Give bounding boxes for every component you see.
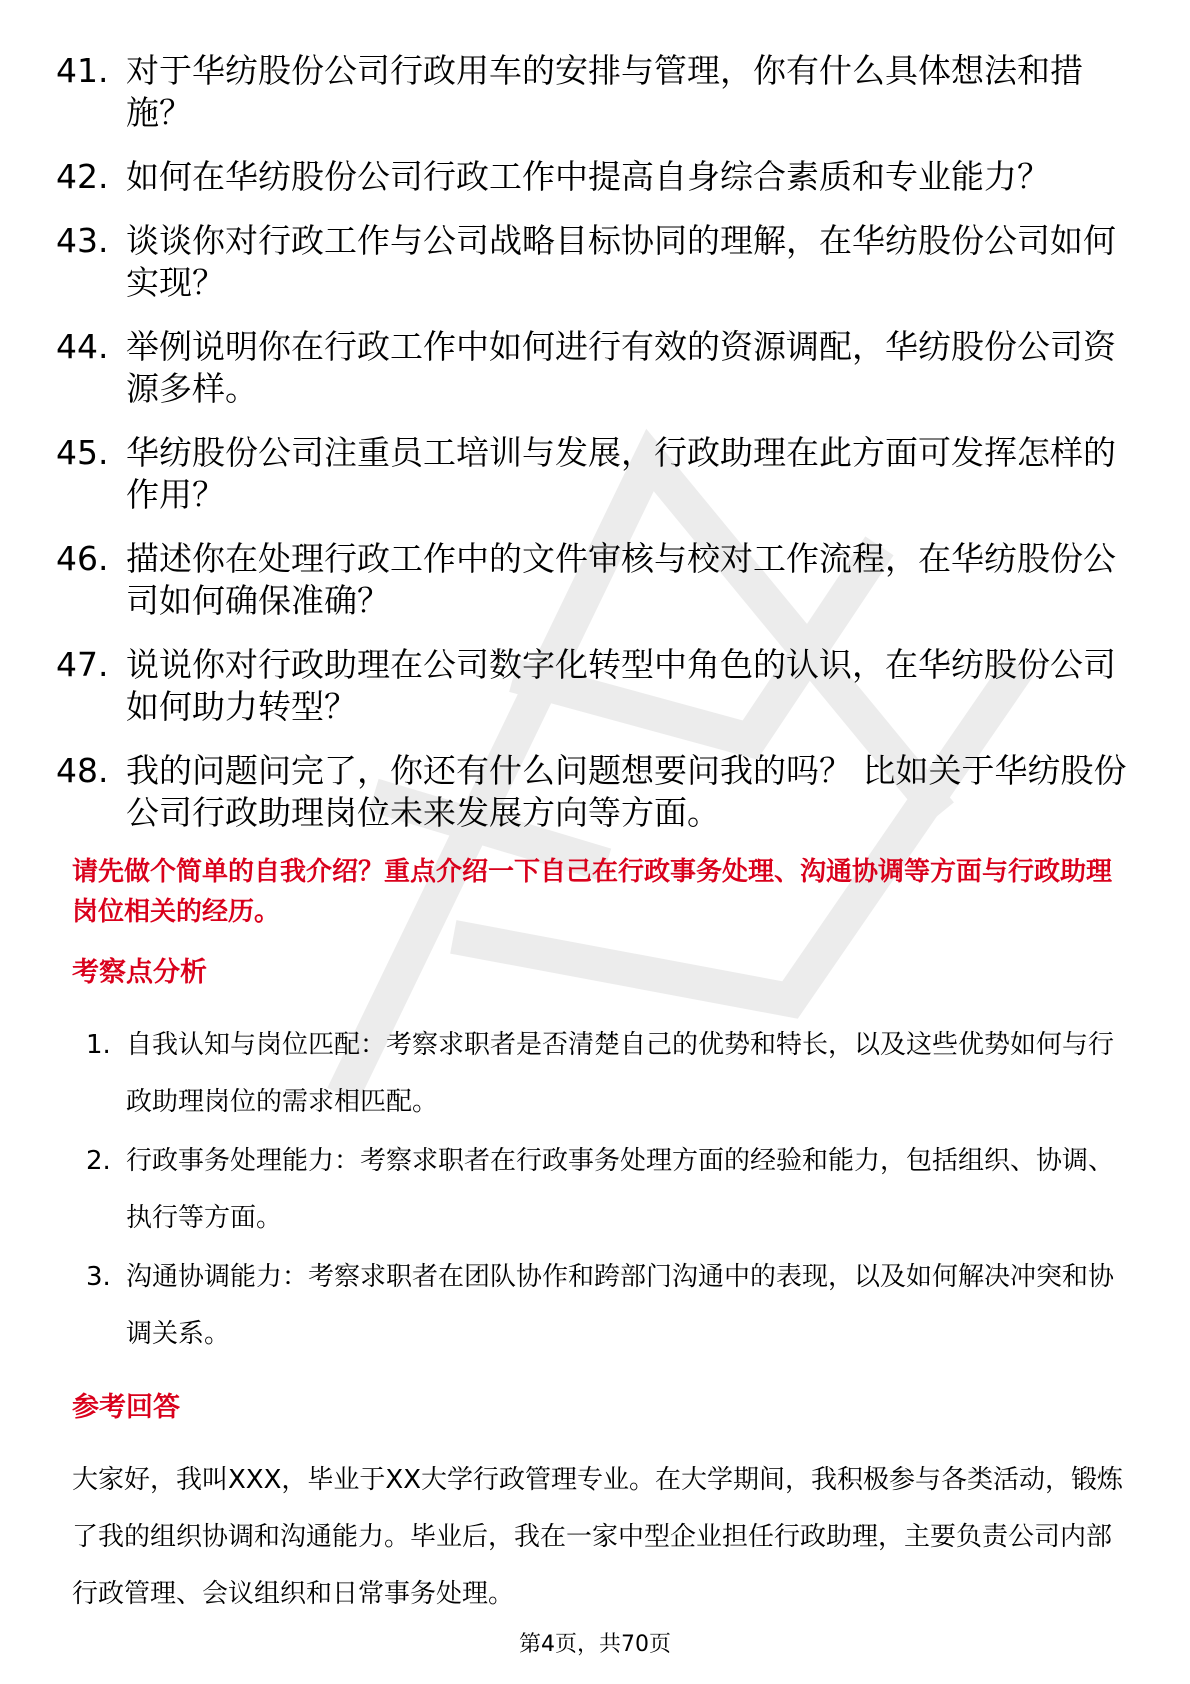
question-item [56,538,1136,622]
question-number: 44. [56,327,109,366]
analysis-number: 2. [86,1146,111,1176]
analysis-item [72,1017,1132,1131]
question-item [56,326,1136,410]
question-number: 41. [56,51,109,90]
page-footer: 第4页，共70页 [519,1632,671,1657]
analysis-number: 1. [86,1030,111,1060]
question-list [56,50,1136,856]
reference-answer: 大家好，我叫XXX，毕业于XX大学行政管理专业。在大学期间，我积极参与各类活动，锻炼了我的组织协调和沟通能力。毕业后，我在一家中型企业担任行政助理，主要负责公司内部行政管理、会议组织和日常事务处理。 [72,1465,1124,1609]
question-text: 对于华纺股份公司行政用车的安排与管理，你有什么具体想法和措施？ [126,51,1083,132]
question-item [56,432,1136,516]
question-text: 描述你在处理行政工作中的文件审核与校对工作流程，在华纺股份公司如何确保准确？ [126,539,1116,620]
analysis-item [72,1133,1132,1247]
question-number: 42. [56,157,109,196]
question-item [56,220,1136,304]
question-number: 48. [56,751,109,790]
question-text: 谈谈你对行政工作与公司战略目标协同的理解，在华纺股份公司如何实现？ [126,221,1116,302]
question-text: 华纺股份公司注重员工培训与发展，行政助理在此方面可发挥怎样的作用？ [126,433,1116,514]
question-number: 43. [56,221,109,260]
analysis-item [72,1249,1132,1363]
question-text: 举例说明你在行政工作中如何进行有效的资源调配，华纺股份公司资源多样。 [126,327,1116,408]
question-number: 45. [56,433,109,472]
question-text: 如何在华纺股份公司行政工作中提高自身综合素质和专业能力？ [126,157,1050,196]
question-number: 46. [56,539,109,578]
analysis-text: 行政事务处理能力：考察求职者在行政事务处理方面的经验和能力，包括组织、协调、执行等方面。 [126,1146,1115,1233]
analysis-list [72,1017,1132,1365]
question-number: 47. [56,645,109,684]
question-item [56,644,1136,728]
question-text: 我的问题问完了，你还有什么问题想要问我的吗？ 比如关于华纺股份公司行政助理岗位未来发展方向等方面。 [126,751,1127,832]
question-text: 说说你对行政助理在公司数字化转型中角色的认识，在华纺股份公司如何助力转型？ [126,645,1116,726]
question-item [56,750,1136,834]
question-item [56,156,1136,198]
highlight-question: 请先做个简单的自我介绍？重点介绍一下自己在行政事务处理、沟通协调等方面与行政助理岗位相关的经历。 [72,857,1113,927]
question-item [56,50,1136,134]
reference-title: 参考回答 [72,1392,180,1423]
analysis-title: 考察点分析 [72,957,207,988]
analysis-number: 3. [86,1262,111,1292]
analysis-text: 沟通协调能力：考察求职者在团队协作和跨部门沟通中的表现，以及如何解决冲突和协调关系。 [126,1262,1115,1349]
analysis-text: 自我认知与岗位匹配：考察求职者是否清楚自己的优势和特长，以及这些优势如何与行政助理岗位的需求相匹配。 [126,1030,1115,1117]
